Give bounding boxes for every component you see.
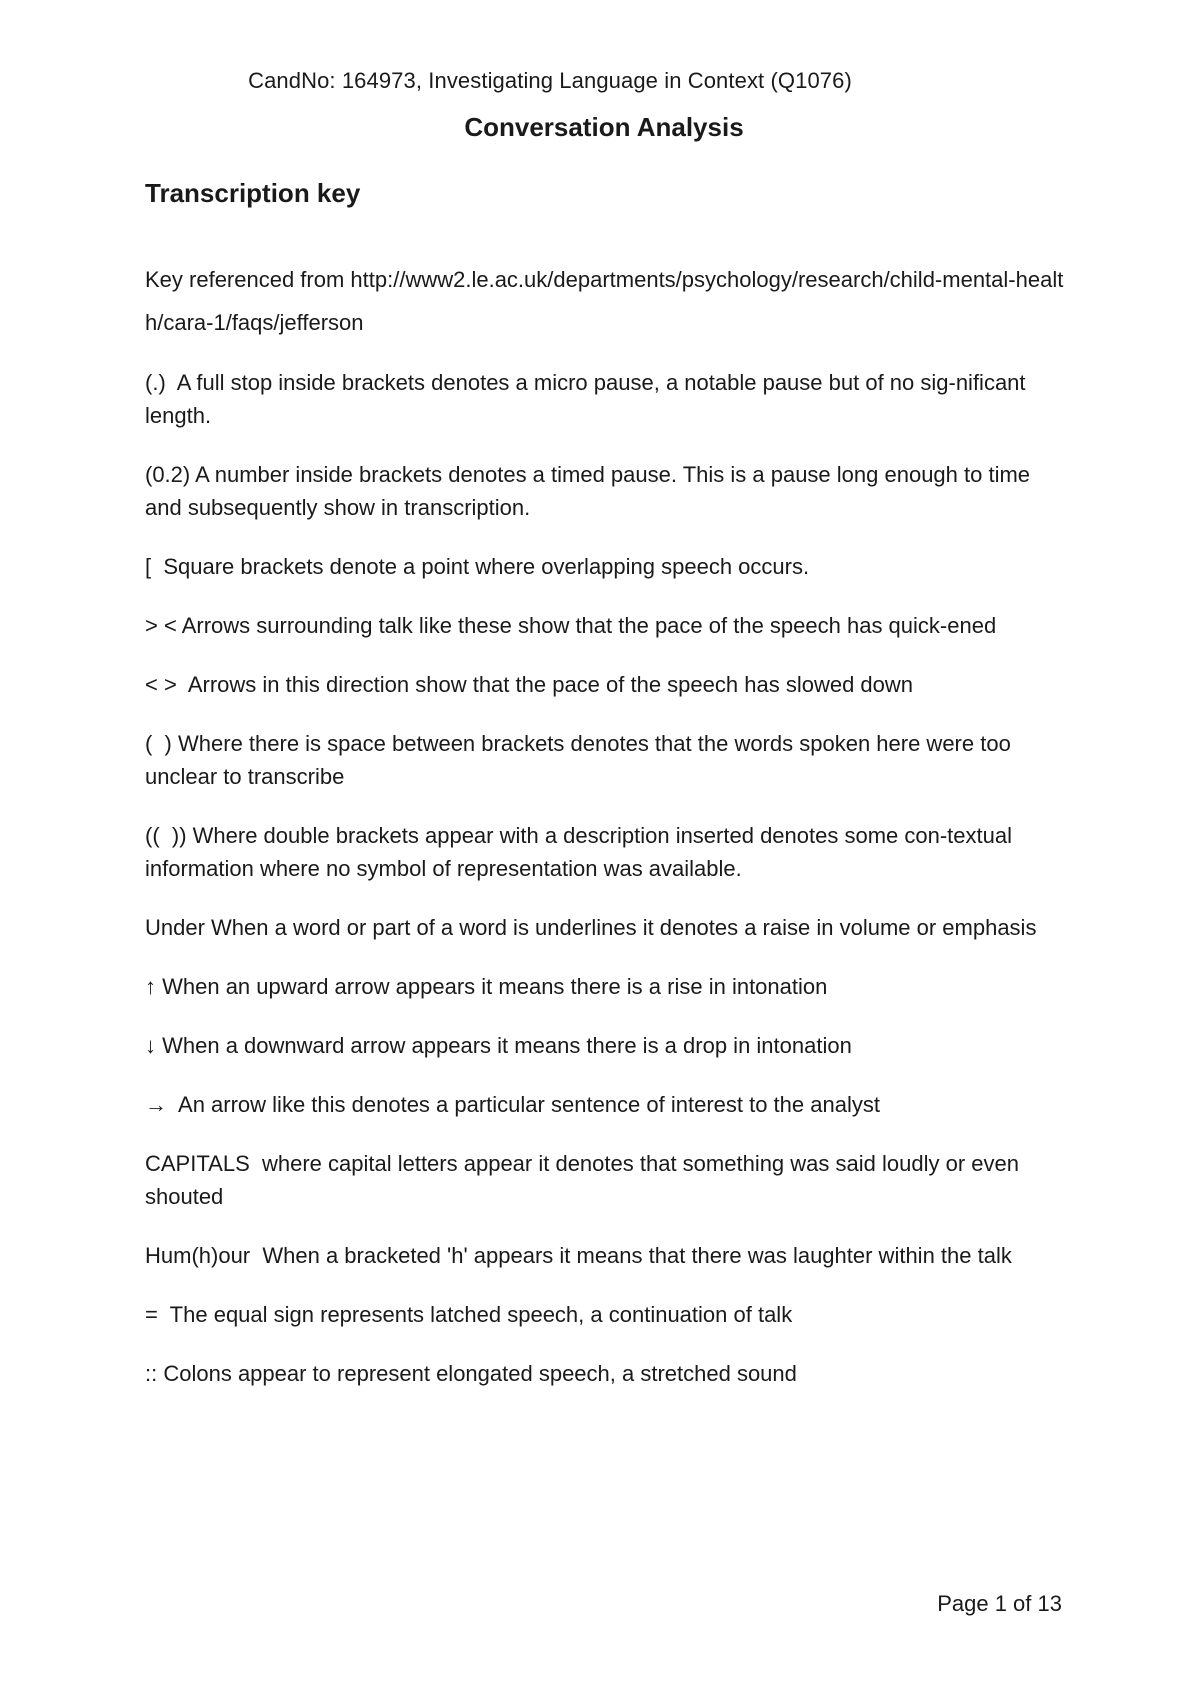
key-entry-laughter [145, 1239, 1065, 1272]
key-description: An arrow like this denotes a particular sentence of interest to the analyst [173, 1092, 880, 1117]
key-symbol: :: [145, 1361, 158, 1386]
key-entry-falling-intonation [145, 1029, 1065, 1062]
section-heading: Transcription key [145, 178, 361, 208]
key-entry-analyst-interest [145, 1088, 1065, 1121]
key-entry-timed-pause [145, 458, 1065, 524]
key-entry-slowed-pace [145, 668, 1065, 701]
key-entry-unclear-speech [145, 727, 1065, 793]
key-description: A number inside brackets denotes a timed pause. This is a pause long enough to time and subsequently show in transcription. [145, 462, 1031, 520]
key-symbol: > < [145, 613, 177, 638]
document-title: Conversation Analysis [464, 112, 744, 142]
key-symbol: = [145, 1302, 164, 1327]
key-entry-elongated-speech [145, 1357, 1065, 1390]
up-arrow-icon: ↑ [145, 974, 156, 999]
reference-paragraph: Key referenced from http://www2.le.ac.uk/departments/psychology/research/child-mental-health/cara-1/faqs/jefferson [145, 267, 1064, 335]
key-description: where capital letters appear it denotes that something was said loudly or even shouted [145, 1151, 1019, 1209]
key-symbol: (( )) [145, 823, 187, 848]
key-entry-overlap [145, 550, 1065, 583]
right-arrow-icon: → [145, 1092, 174, 1117]
key-description: When a word or part of a word is underlines it denotes a raise in volume or emphasis [204, 915, 1037, 940]
key-entry-contextual-info [145, 819, 1065, 885]
key-symbol: [ [145, 554, 158, 579]
key-symbol: (.) [145, 370, 172, 395]
key-description: Colons appear to represent elongated speech, a stretched sound [157, 1361, 797, 1386]
key-description: Arrows surrounding talk like these show that the pace of the speech has quick-ened [176, 613, 997, 638]
key-description: When a downward arrow appears it means there is a drop in intonation [156, 1033, 852, 1058]
key-symbol: (0.2) [145, 462, 191, 487]
key-entry-loud-speech [145, 1147, 1065, 1213]
key-symbol: ( ) [145, 731, 172, 756]
key-symbol: Hum(h)our [145, 1243, 257, 1268]
document-header: CandNo: 164973, Investigating Language in Context (Q1076) [248, 68, 852, 93]
key-entry-quickened-pace [145, 609, 1065, 642]
key-description: When a bracketed 'h' appears it means that there was laughter within the talk [256, 1243, 1012, 1268]
key-description: When an upward arrow appears it means there is a rise in intonation [156, 974, 828, 999]
page-number: Page 1 of 13 [937, 1591, 1062, 1616]
key-description: The equal sign represents latched speech, a continuation of talk [163, 1302, 793, 1327]
down-arrow-icon: ↓ [145, 1033, 156, 1058]
key-symbol: CAPITALS [145, 1151, 256, 1176]
key-symbol: < > [145, 672, 183, 697]
key-description: Where double brackets appear with a description inserted denotes some con-textual information where no symbol of representation was available. [145, 823, 1012, 881]
key-entry-micro-pause [145, 366, 1065, 432]
key-entry-latched-speech [145, 1298, 1065, 1331]
key-entry-rising-intonation [145, 970, 1065, 1003]
key-entry-emphasis [145, 911, 1065, 944]
key-description: Where there is space between brackets denotes that the words spoken here were too unclear to transcribe [145, 731, 1011, 789]
key-description: Square brackets denote a point where overlapping speech occurs. [157, 554, 810, 579]
document-body [145, 258, 1065, 1416]
key-description: A full stop inside brackets denotes a micro pause, a notable pause but of no sig-nificant length. [145, 370, 1026, 428]
key-symbol: Under [145, 915, 205, 940]
key-description: Arrows in this direction show that the pace of the speech has slowed down [182, 672, 914, 697]
